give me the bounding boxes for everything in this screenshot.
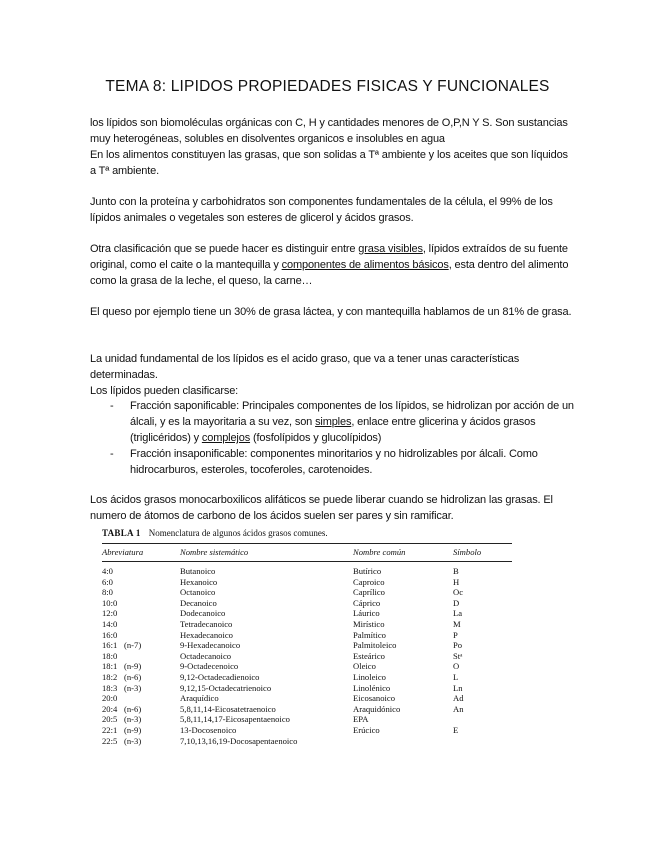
table-row	[102, 661, 512, 672]
table-row	[102, 598, 512, 609]
cell-abreviatura: 22:5	[102, 735, 118, 746]
cell-nombre-comun: Palmítico	[353, 629, 386, 640]
cell-serie: (n-3)	[124, 682, 142, 693]
paragraph-unidad-b: Los lípidos pueden clasificarse:	[90, 385, 239, 397]
page-title: TEMA 8: LIPIDOS PROPIEDADES FISICAS Y FUNCIONALES	[105, 78, 550, 95]
cell-nombre-sistematico: Hexanoico	[180, 576, 218, 587]
saponificable-text-3: (fosfolípidos y glucolípidos)	[250, 432, 382, 444]
cell-nombre-sistematico: 9,12-Octadecadienoico	[180, 671, 260, 682]
cell-simbolo: D	[453, 597, 460, 608]
saponificable-text-2: , enlace entre glicerina y ácidos grasos (triglicéridos) y	[130, 416, 536, 444]
cell-simbolo	[453, 736, 512, 747]
underline-simples: simples	[315, 416, 352, 428]
table-row	[102, 630, 512, 641]
paragraph-definition-b: En los alimentos constituyen las grasas, que son solidas a Tª ambiente y los aceites que son líquidos a Tª ambiente.	[90, 149, 568, 177]
cell-serie	[124, 630, 180, 641]
fraction-list	[90, 398, 575, 478]
cell-abreviatura: 20:5	[102, 714, 118, 725]
cell-serie	[124, 587, 180, 598]
paragraph-classification	[90, 241, 575, 289]
cell-nombre-sistematico: 9-Hexadecanoico	[180, 640, 241, 651]
cell-simbolo: P	[453, 629, 458, 640]
cell-nombre-comun: Palmitoleico	[353, 640, 397, 651]
cell-nombre-comun: Caprílico	[353, 587, 385, 598]
cell-simbolo: H	[453, 576, 460, 587]
cell-serie: (n-6)	[124, 671, 142, 682]
cell-abreviatura: 18:2	[102, 671, 118, 682]
table-row	[102, 651, 512, 662]
insaponificable-text: Fracción insaponificable: componentes minoritarios y no hidrolizables por álcali. Como hidrocarburos, esteroles, tocoferoles, carotenoides.	[130, 448, 538, 476]
table-row	[102, 608, 512, 619]
header-nombre-comun: Nombre común	[353, 544, 453, 562]
cell-abreviatura: 18:1	[102, 661, 118, 672]
classification-text-3: , esta dentro del alimento como la grasa de la leche, el queso, la carne…	[90, 259, 569, 287]
cell-nombre-comun: Butírico	[353, 566, 382, 576]
table-row	[102, 672, 512, 683]
cell-serie: (n-9)	[124, 661, 142, 672]
paragraph-components: Junto con la proteína y carbohidratos son componentes fundamentales de la célula, el 99% de los lípidos animales o vegetales son esteres de glicerol y ácidos grasos.	[90, 196, 553, 224]
cell-simbolo: Ad	[453, 693, 464, 704]
cell-nombre-comun: Oleico	[353, 661, 376, 672]
cell-abreviatura: 8:0	[102, 587, 113, 598]
cell-nombre-comun: Linoleico	[353, 671, 386, 682]
classification-text-1: Otra clasificación que se puede hacer es distinguir entre	[90, 243, 359, 255]
cell-serie	[124, 577, 180, 588]
cell-serie: (n-9)	[124, 724, 142, 735]
cell-abreviatura: 16:0	[102, 629, 118, 640]
cell-serie	[124, 693, 180, 704]
cell-nombre-sistematico: 5,8,11,14,17-Eicosapentaenoico	[180, 714, 290, 725]
cell-nombre-comun: Esteárico	[353, 650, 385, 661]
list-item-insaponificable	[90, 446, 575, 478]
cell-nombre-sistematico: Hexadecanoico	[180, 629, 233, 640]
list-dash: -	[110, 400, 114, 412]
cell-serie	[124, 562, 180, 577]
cell-serie: (n-6)	[124, 703, 142, 714]
cell-abreviatura: 16:1	[102, 640, 118, 651]
fatty-acid-table	[102, 543, 512, 746]
cell-abreviatura: 6:0	[102, 576, 113, 587]
cell-nombre-sistematico: Butanoico	[180, 566, 216, 576]
cell-simbolo: Ln	[453, 682, 463, 693]
table-row	[102, 736, 512, 747]
cell-serie: (n-3)	[124, 714, 142, 725]
table-label: TABLA 1	[102, 528, 141, 538]
cell-nombre-comun: Araquidónico	[353, 703, 401, 714]
cell-nombre-comun: Mirístico	[353, 618, 385, 629]
paragraph-definition	[90, 115, 575, 179]
table-row	[102, 577, 512, 588]
cell-serie: (n-3)	[124, 735, 142, 746]
cell-abreviatura: 20:0	[102, 693, 118, 704]
cell-nombre-comun: Caproico	[353, 576, 385, 587]
list-dash: -	[110, 448, 114, 460]
cell-nombre-sistematico: 7,10,13,16,19-Docosapentaenoico	[180, 735, 298, 746]
cell-abreviatura: 20:4	[102, 703, 118, 714]
cell-nombre-sistematico: Araquídico	[180, 693, 219, 704]
table-row	[102, 640, 512, 651]
cell-simbolo: Stᵃ	[453, 650, 463, 661]
table-row	[102, 619, 512, 630]
cell-simbolo: L	[453, 671, 459, 682]
cell-simbolo: E	[453, 724, 459, 735]
cell-abreviatura: 22:1	[102, 724, 118, 735]
cell-nombre-sistematico: 13-Docosenoico	[180, 724, 237, 735]
table-body	[102, 562, 512, 747]
paragraph-definition-a: los lípidos son biomoléculas orgánicas con C, H y cantidades menores de O,P,N Y S. Son sustancias muy heterogéneas, solubles en disolventes organicos e insolubles en agua	[90, 117, 568, 145]
classification-text-2: , lípidos extraídos de su fuente original, como el caite o la mantequilla y	[90, 243, 568, 271]
cell-simbolo: Po	[453, 640, 463, 651]
saponificable-text-1: Fracción saponificable: Principales componentes de los lípidos, se hidrolizan por acción de un álcali, y es la mayoritaria a su vez, son	[130, 400, 574, 428]
cell-serie: (n-7)	[124, 640, 142, 651]
cell-simbolo: M	[453, 618, 461, 629]
cell-nombre-comun	[353, 736, 453, 747]
table-header-row	[102, 544, 512, 562]
cell-abreviatura: 18:3	[102, 682, 118, 693]
cell-abreviatura: 10:0	[102, 597, 118, 608]
cell-nombre-sistematico: Dodecanoico	[180, 608, 226, 619]
cell-nombre-sistematico: 9-Octadecenoico	[180, 661, 239, 672]
cell-abreviatura: 4:0	[102, 566, 113, 576]
cell-abreviatura: 18:0	[102, 650, 118, 661]
cell-simbolo: O	[453, 661, 460, 672]
cell-nombre-sistematico: Octadecanoico	[180, 650, 232, 661]
cell-nombre-comun: Eicosanoico	[353, 693, 395, 704]
cell-serie	[124, 651, 180, 662]
underline-grasa-visibles: grasa visibles	[358, 243, 423, 255]
header-simbolo: Símbolo	[453, 544, 512, 562]
cell-abreviatura: 14:0	[102, 618, 118, 629]
cell-simbolo	[453, 714, 512, 725]
cell-nombre-sistematico: 9,12,15-Octadecatrienoico	[180, 682, 272, 693]
header-abreviatura: Abreviatura	[102, 544, 180, 562]
cell-nombre-comun: Cáprico	[353, 597, 381, 608]
cell-nombre-comun: Erúcico	[353, 724, 380, 735]
cell-nombre-sistematico: 5,8,11,14-Eicosatetraenoico	[180, 703, 276, 714]
underline-componentes-alimentos: componentes de alimentos básicos	[281, 259, 449, 271]
table-row	[102, 562, 512, 577]
table-row	[102, 714, 512, 725]
table-caption-text: Nomenclatura de algunos ácidos grasos comunes.	[148, 528, 328, 538]
table-row	[102, 683, 512, 694]
table-row	[102, 725, 512, 736]
underline-complejos: complejos	[201, 432, 251, 444]
cell-nombre-comun: Láurico	[353, 608, 380, 619]
cell-nombre-sistematico: Octanoico	[180, 587, 216, 598]
cell-nombre-sistematico: Tetradecanoico	[180, 618, 233, 629]
cell-simbolo: Oc	[453, 587, 464, 598]
paragraph-acidos-grasos: Los ácidos grasos monocarboxilicos alifáticos se puede liberar cuando se hidrolizan las grasas. El numero de átomos de carbono de los ácidos suelen ser pares y sin ramificar.	[90, 494, 553, 522]
table-row	[102, 587, 512, 598]
cell-serie	[124, 598, 180, 609]
cell-nombre-comun: EPA	[353, 714, 369, 725]
table-row	[102, 704, 512, 715]
paragraph-unidad	[90, 351, 575, 399]
table-row	[102, 693, 512, 704]
table-caption	[102, 528, 512, 538]
paragraph-unidad-a: La unidad fundamental de los lípidos es el acido graso, que va a tener unas características determinadas.	[90, 353, 520, 381]
cell-abreviatura: 12:0	[102, 608, 118, 619]
list-item-saponificable	[90, 398, 575, 446]
cell-simbolo: B	[453, 566, 459, 576]
cell-nombre-comun: Linolénico	[353, 682, 391, 693]
paragraph-queso: El queso por ejemplo tiene un 30% de grasa láctea, y con mantequilla hablamos de un 81% de grasa.	[90, 306, 572, 318]
cell-nombre-sistematico: Decanoico	[180, 597, 217, 608]
cell-serie	[124, 619, 180, 630]
fatty-acid-table-figure	[102, 528, 512, 746]
cell-simbolo: La	[453, 608, 463, 619]
header-nombre-sistematico: Nombre sistemático	[180, 544, 353, 562]
cell-serie	[124, 608, 180, 619]
cell-simbolo: An	[453, 703, 464, 714]
